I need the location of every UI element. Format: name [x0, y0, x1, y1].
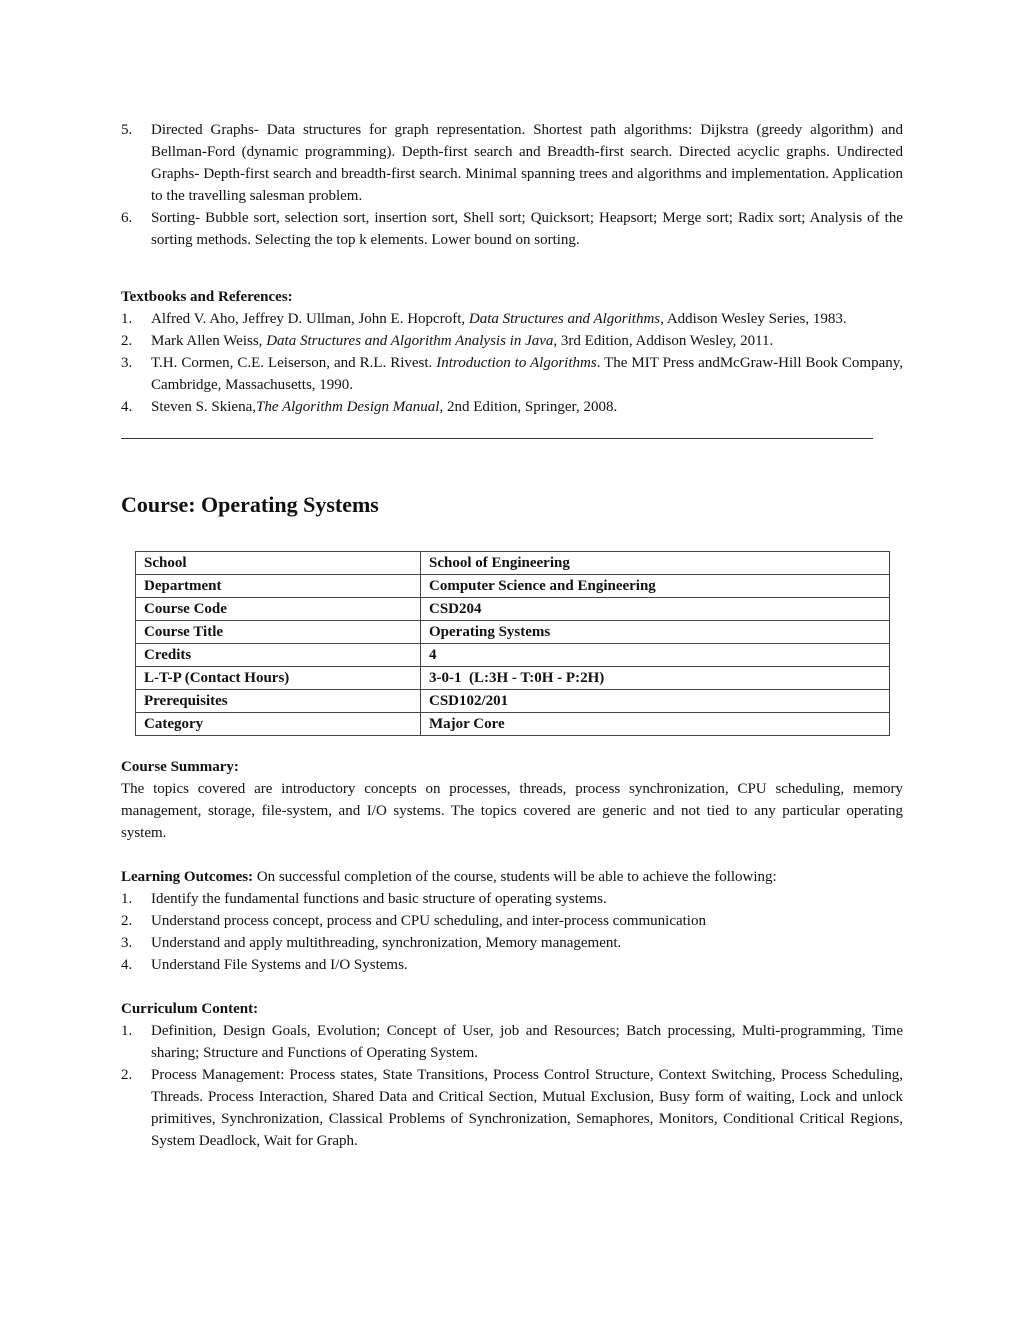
list-item: [121, 352, 903, 396]
table-value: CSD204: [421, 598, 890, 621]
list-item: [121, 119, 903, 207]
reference-publisher: , 2nd Edition, Springer, 2008.: [439, 399, 618, 415]
table-value: 3-0-1 (L:3H - T:0H - P:2H): [421, 667, 890, 690]
section-divider: [121, 438, 873, 439]
learning-outcomes-list: [121, 888, 903, 976]
list-item: [121, 954, 903, 976]
table-row: [136, 552, 890, 575]
list-text: Process Management: Process states, State Transitions, Process Control Structure, Context Switching, Process Scheduling, Threads. Process Interaction, Shared Data and Critical Section, Mutual Exclusion, Busy form of waiting, Lock and unlock primitives, Synchronization, Classical Problems of Synchronization, Semaphores, Monitors, Conditional Critical Regions, System Deadlock, Wait for Graph.: [151, 1067, 903, 1149]
list-item: [121, 888, 903, 910]
list-number: 1.: [121, 891, 133, 907]
table-label: L-T-P (Contact Hours): [136, 667, 421, 690]
list-item: [121, 932, 903, 954]
list-item: [121, 910, 903, 932]
list-number: 2.: [121, 333, 133, 349]
list-number: 3.: [121, 935, 133, 951]
textbooks-heading: Textbooks and References:: [121, 289, 293, 305]
list-item: [121, 308, 903, 330]
table-row: [136, 621, 890, 644]
table-row: [136, 575, 890, 598]
reference-authors: Steven S. Skiena,: [151, 399, 256, 415]
reference-authors: Alfred V. Aho, Jeffrey D. Ullman, John E. Hopcroft,: [151, 311, 469, 327]
list-text: Understand File Systems and I/O Systems.: [151, 957, 408, 973]
list-item: [121, 1020, 903, 1064]
list-text: Definition, Design Goals, Evolution; Concept of User, job and Resources; Batch processing, Multi-programming, Time sharing; Structure and Functions of Operating System.: [151, 1023, 903, 1061]
list-number: 1.: [121, 311, 133, 327]
reference-publisher: , 3rd Edition, Addison Wesley, 2011.: [553, 333, 774, 349]
list-text: Understand process concept, process and CPU scheduling, and inter-process communication: [151, 913, 706, 929]
reference-title: Data Structures and Algorithms: [468, 311, 661, 327]
summary-heading: Course Summary:: [121, 759, 239, 775]
list-number: 4.: [121, 957, 133, 973]
previous-curriculum-list: [121, 119, 903, 251]
table-label: Credits: [136, 644, 421, 667]
table-value: CSD102/201: [421, 690, 890, 713]
list-text: Identify the fundamental functions and basic structure of operating systems.: [151, 891, 607, 907]
table-value: School of Engineering: [421, 552, 890, 575]
table-value: Computer Science and Engineering: [421, 575, 890, 598]
table-row: [136, 598, 890, 621]
table-label: Course Title: [136, 621, 421, 644]
table-row: [136, 690, 890, 713]
table-value: 4: [421, 644, 890, 667]
textbooks-list: [121, 308, 903, 418]
reference-publisher: , Addison Wesley Series, 1983.: [660, 311, 847, 327]
reference-title: Introduction to Algorithms: [436, 355, 597, 371]
table-value: Operating Systems: [421, 621, 890, 644]
list-item: [121, 396, 903, 418]
list-item: [121, 1064, 903, 1152]
list-number: 1.: [121, 1023, 133, 1039]
reference-publisher: . The MIT Press andMcGraw-Hill Book Company, Cambridge, Massachusetts, 1990.: [151, 355, 903, 393]
curriculum-list: [121, 1020, 903, 1152]
document-page: [121, 119, 903, 1152]
reference-authors: T.H. Cormen, C.E. Leiserson, and R.L. Rivest.: [151, 355, 437, 371]
table-label: School: [136, 552, 421, 575]
learning-outcomes-intro: [121, 866, 903, 888]
learning-outcomes-heading: Learning Outcomes:: [121, 869, 254, 885]
list-number: 3.: [121, 355, 133, 371]
list-number: 6.: [121, 210, 133, 226]
list-number: 2.: [121, 913, 133, 929]
course-title: Course: Operating Systems: [121, 492, 379, 517]
list-number: 5.: [121, 122, 133, 138]
table-label: Prerequisites: [136, 690, 421, 713]
summary-text: The topics covered are introductory concepts on processes, threads, process synchronization, CPU scheduling, memory management, storage, file-system, and I/O systems. The topics covered are generic and not tied to any particular operating system.: [121, 781, 903, 841]
list-text: Directed Graphs- Data structures for graph representation. Shortest path algorithms: Dijkstra (greedy algorithm) and Bellman-Ford (dynamic programming). Depth-first search and Breadth-first search. Directed acyclic graphs. Undirected Graphs- Depth-first search and breadth-first search. Minimal spanning trees and algorithms and implementation. Application to the travelling salesman problem.: [151, 122, 903, 204]
list-number: 2.: [121, 1067, 133, 1083]
list-text: Sorting- Bubble sort, selection sort, insertion sort, Shell sort; Quicksort; Heapsort; Merge sort; Radix sort; Analysis of the sorting methods. Selecting the top k elements. Lower bound on sorting.: [151, 210, 903, 248]
list-item: [121, 207, 903, 251]
reference-title: Data Structures and Algorithm Analysis in Java: [266, 333, 554, 349]
course-info-table: [135, 551, 890, 736]
list-item: [121, 330, 903, 352]
list-number: 4.: [121, 399, 133, 415]
table-row: [136, 644, 890, 667]
table-label: Department: [136, 575, 421, 598]
table-row: [136, 667, 890, 690]
table-label: Course Code: [136, 598, 421, 621]
table-value: Major Core: [421, 713, 890, 736]
curriculum-heading: Curriculum Content:: [121, 1001, 259, 1017]
table-row: [136, 713, 890, 736]
reference-authors: Mark Allen Weiss,: [151, 333, 267, 349]
table-label: Category: [136, 713, 421, 736]
list-text: Understand and apply multithreading, synchronization, Memory management.: [151, 935, 622, 951]
reference-title: The Algorithm Design Manual: [256, 399, 440, 415]
learning-outcomes-intro-text: On successful completion of the course, students will be able to achieve the following:: [253, 869, 777, 885]
